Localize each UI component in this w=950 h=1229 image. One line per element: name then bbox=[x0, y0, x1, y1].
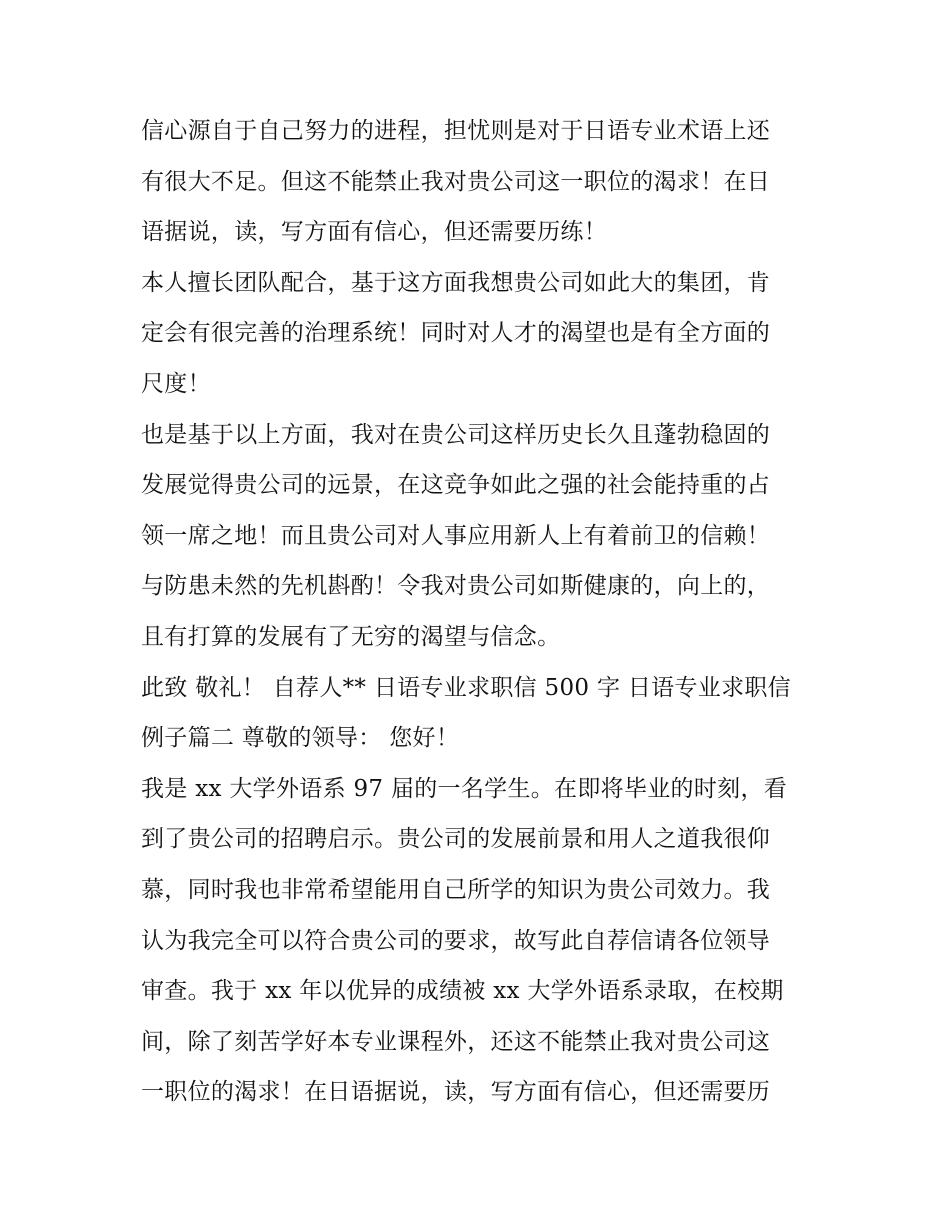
text-line: 到了贵公司的招聘启示。贵公司的发展前景和用人之道我很仰 bbox=[141, 826, 771, 853]
document-body bbox=[141, 106, 813, 1118]
text-line: 有很大不足。但这不能禁止我对贵公司这一职位的渴求！在日 bbox=[141, 168, 771, 195]
text-line: 一职位的渴求！在日语据说，读，写方面有信心，但还需要历 bbox=[141, 1079, 771, 1106]
text-line: 发展觉得贵公司的远景，在这竞争如此之强的社会能持重的占 bbox=[141, 472, 771, 499]
text-line: 间，除了刻苦学好本专业课程外，还这不能禁止我对贵公司这 bbox=[141, 1028, 771, 1055]
text-line: 慕，同时我也非常希望能用自己所学的知识为贵公司效力。我 bbox=[141, 876, 771, 903]
text-line: 例子篇二 尊敬的领导： 您好！ bbox=[141, 725, 460, 752]
text-line: 认为我完全可以符合贵公司的要求，故写此自荐信请各位领导 bbox=[141, 927, 771, 954]
text-line: 语据说，读，写方面有信心，但还需要历练！ bbox=[141, 219, 607, 246]
text-line: 且有打算的发展有了无穷的渴望与信念。 bbox=[141, 623, 561, 650]
text-line: 也是基于以上方面，我对在贵公司这样历史长久且蓬勃稳固的 bbox=[141, 421, 771, 448]
text-line: 我是 xx 大学外语系 97 届的一名学生。在即将毕业的时刻，看 bbox=[141, 775, 788, 802]
text-line: 本人擅长团队配合，基于这方面我想贵公司如此大的集团，肯 bbox=[141, 269, 771, 296]
text-line: 定会有很完善的治理系统！同时对人才的渴望也是有全方面的 bbox=[141, 320, 771, 347]
text-line: 与防患未然的先机斟酌！令我对贵公司如斯健康的，向上的， bbox=[141, 573, 771, 600]
text-line: 信心源自于自己努力的进程，担忧则是对于日语专业术语上还 bbox=[141, 118, 771, 144]
text-line: 审查。我于 xx 年以优异的成绩被 xx 大学外语系录取，在校期 bbox=[141, 978, 784, 1005]
text-line: 尺度！ bbox=[141, 370, 211, 397]
text-line: 此致 敬礼！ 自荐人** 日语专业求职信 500 字 日语专业求职信 bbox=[141, 674, 791, 701]
text-line: 领一席之地！而且贵公司对人事应用新人上有着前卫的信赖！ bbox=[141, 522, 771, 549]
